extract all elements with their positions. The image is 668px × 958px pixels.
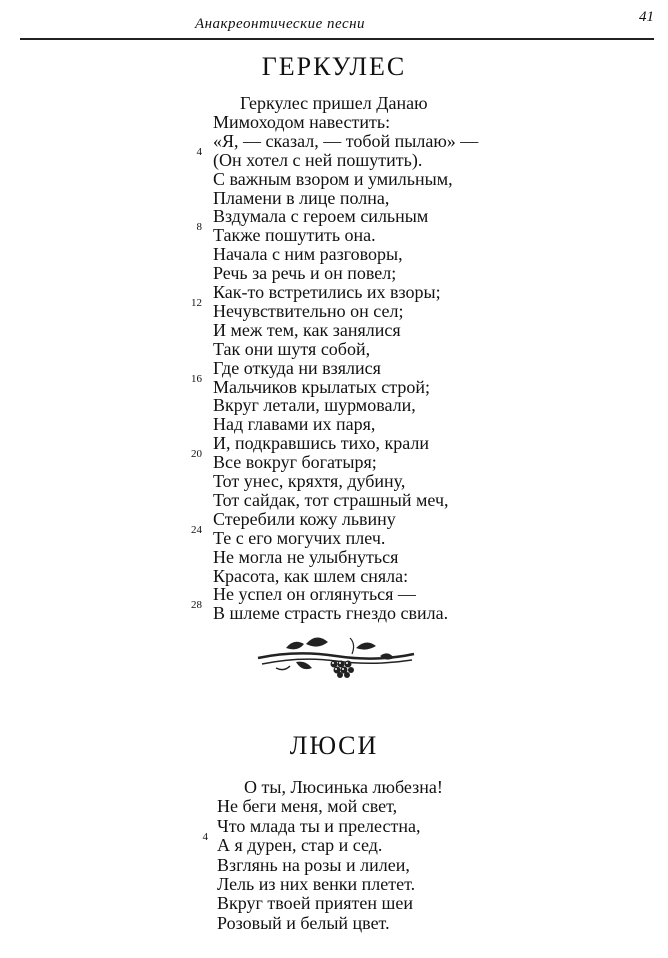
poem-line: Пламени в лице полна,	[213, 187, 390, 208]
running-title: Анакреонтические песни	[194, 16, 366, 32]
poem-line: Также пошутить она.	[213, 225, 376, 246]
poem-line: Розовый и белый цвет.	[217, 912, 390, 933]
poem-line: Стеребили кожу львину	[213, 508, 396, 529]
poem-line: Как-то встретились их взоры;	[213, 282, 441, 302]
poem-line: Что млада ты и прелестна,	[217, 815, 421, 836]
poem-line: Нечувствительно он сел;	[213, 300, 404, 321]
poem-line: Взглянь на розы и лилеи,	[217, 854, 410, 875]
poem-line: Вкруг твоей приятен шеи	[217, 893, 413, 914]
poem-line: Те с его могучих плеч.	[213, 527, 386, 548]
poem-line: Тот сайдак, тот страшный меч,	[213, 489, 449, 510]
poem-line: Вкруг летали, шурмовали,	[213, 395, 416, 416]
line-number: 4	[196, 145, 202, 158]
poem-line: Начала с ним разговоры,	[213, 244, 403, 265]
poem-line: И, подкравшись тихо, крали	[213, 433, 430, 454]
poem-line: Вздумала с героем сильным	[213, 206, 429, 227]
poem-line: Тот унес, кряхтя, дубину,	[213, 471, 406, 491]
poem-line: Не могла не улыбнуться	[213, 546, 399, 567]
poem-line: Над главами их паря,	[213, 414, 376, 435]
line-number: 24	[191, 523, 202, 536]
line-number: 20	[191, 448, 202, 461]
line-number: 4	[202, 831, 208, 844]
poem-line: Геркулес пришел Данаю	[240, 93, 428, 113]
poem-line: Красота, как шлем сняла:	[213, 565, 409, 586]
poem-line: Так они шутя собой,	[213, 338, 371, 359]
poem-line: А я дурен, стар и сед.	[217, 835, 383, 856]
line-number: 8	[196, 221, 202, 234]
vine-grapes-ornament-icon	[256, 628, 416, 678]
poem-line: «Я, — сказал, — тобой пылаю» —	[213, 130, 479, 151]
page-number: 41	[639, 9, 654, 25]
poem-line: Лель из них венки плетет.	[217, 874, 416, 894]
header-rule	[20, 38, 654, 40]
poem-line: Речь за речь и он повел;	[213, 263, 397, 284]
poem-line: Мальчиков крылатых строй;	[213, 376, 431, 397]
poem-line: Мимоходом навестить:	[213, 111, 391, 132]
line-number: 12	[191, 296, 202, 309]
poem-line: В шлеме страсть гнездо свила.	[213, 603, 449, 624]
poem-title-gerkules: ГЕРКУЛЕС	[261, 52, 407, 81]
poem-line: Не беги меня, мой свет,	[217, 796, 398, 817]
poem-title-lyusi: ЛЮСИ	[289, 731, 379, 760]
poem-line: (Он хотел с ней пошутить).	[213, 149, 423, 170]
poem-line: Где откуда ни взялися	[213, 357, 381, 378]
poem-line: Все вокруг богатыря;	[213, 452, 377, 473]
poem-line: С важным взором и умильным,	[213, 168, 453, 189]
line-number: 28	[191, 599, 202, 612]
poem-line: О ты, Люсинька любезна!	[244, 777, 443, 797]
poem-line: Не успел он оглянуться —	[213, 584, 416, 605]
line-number: 16	[191, 372, 202, 385]
poem-line: И меж тем, как занялися	[213, 319, 401, 340]
